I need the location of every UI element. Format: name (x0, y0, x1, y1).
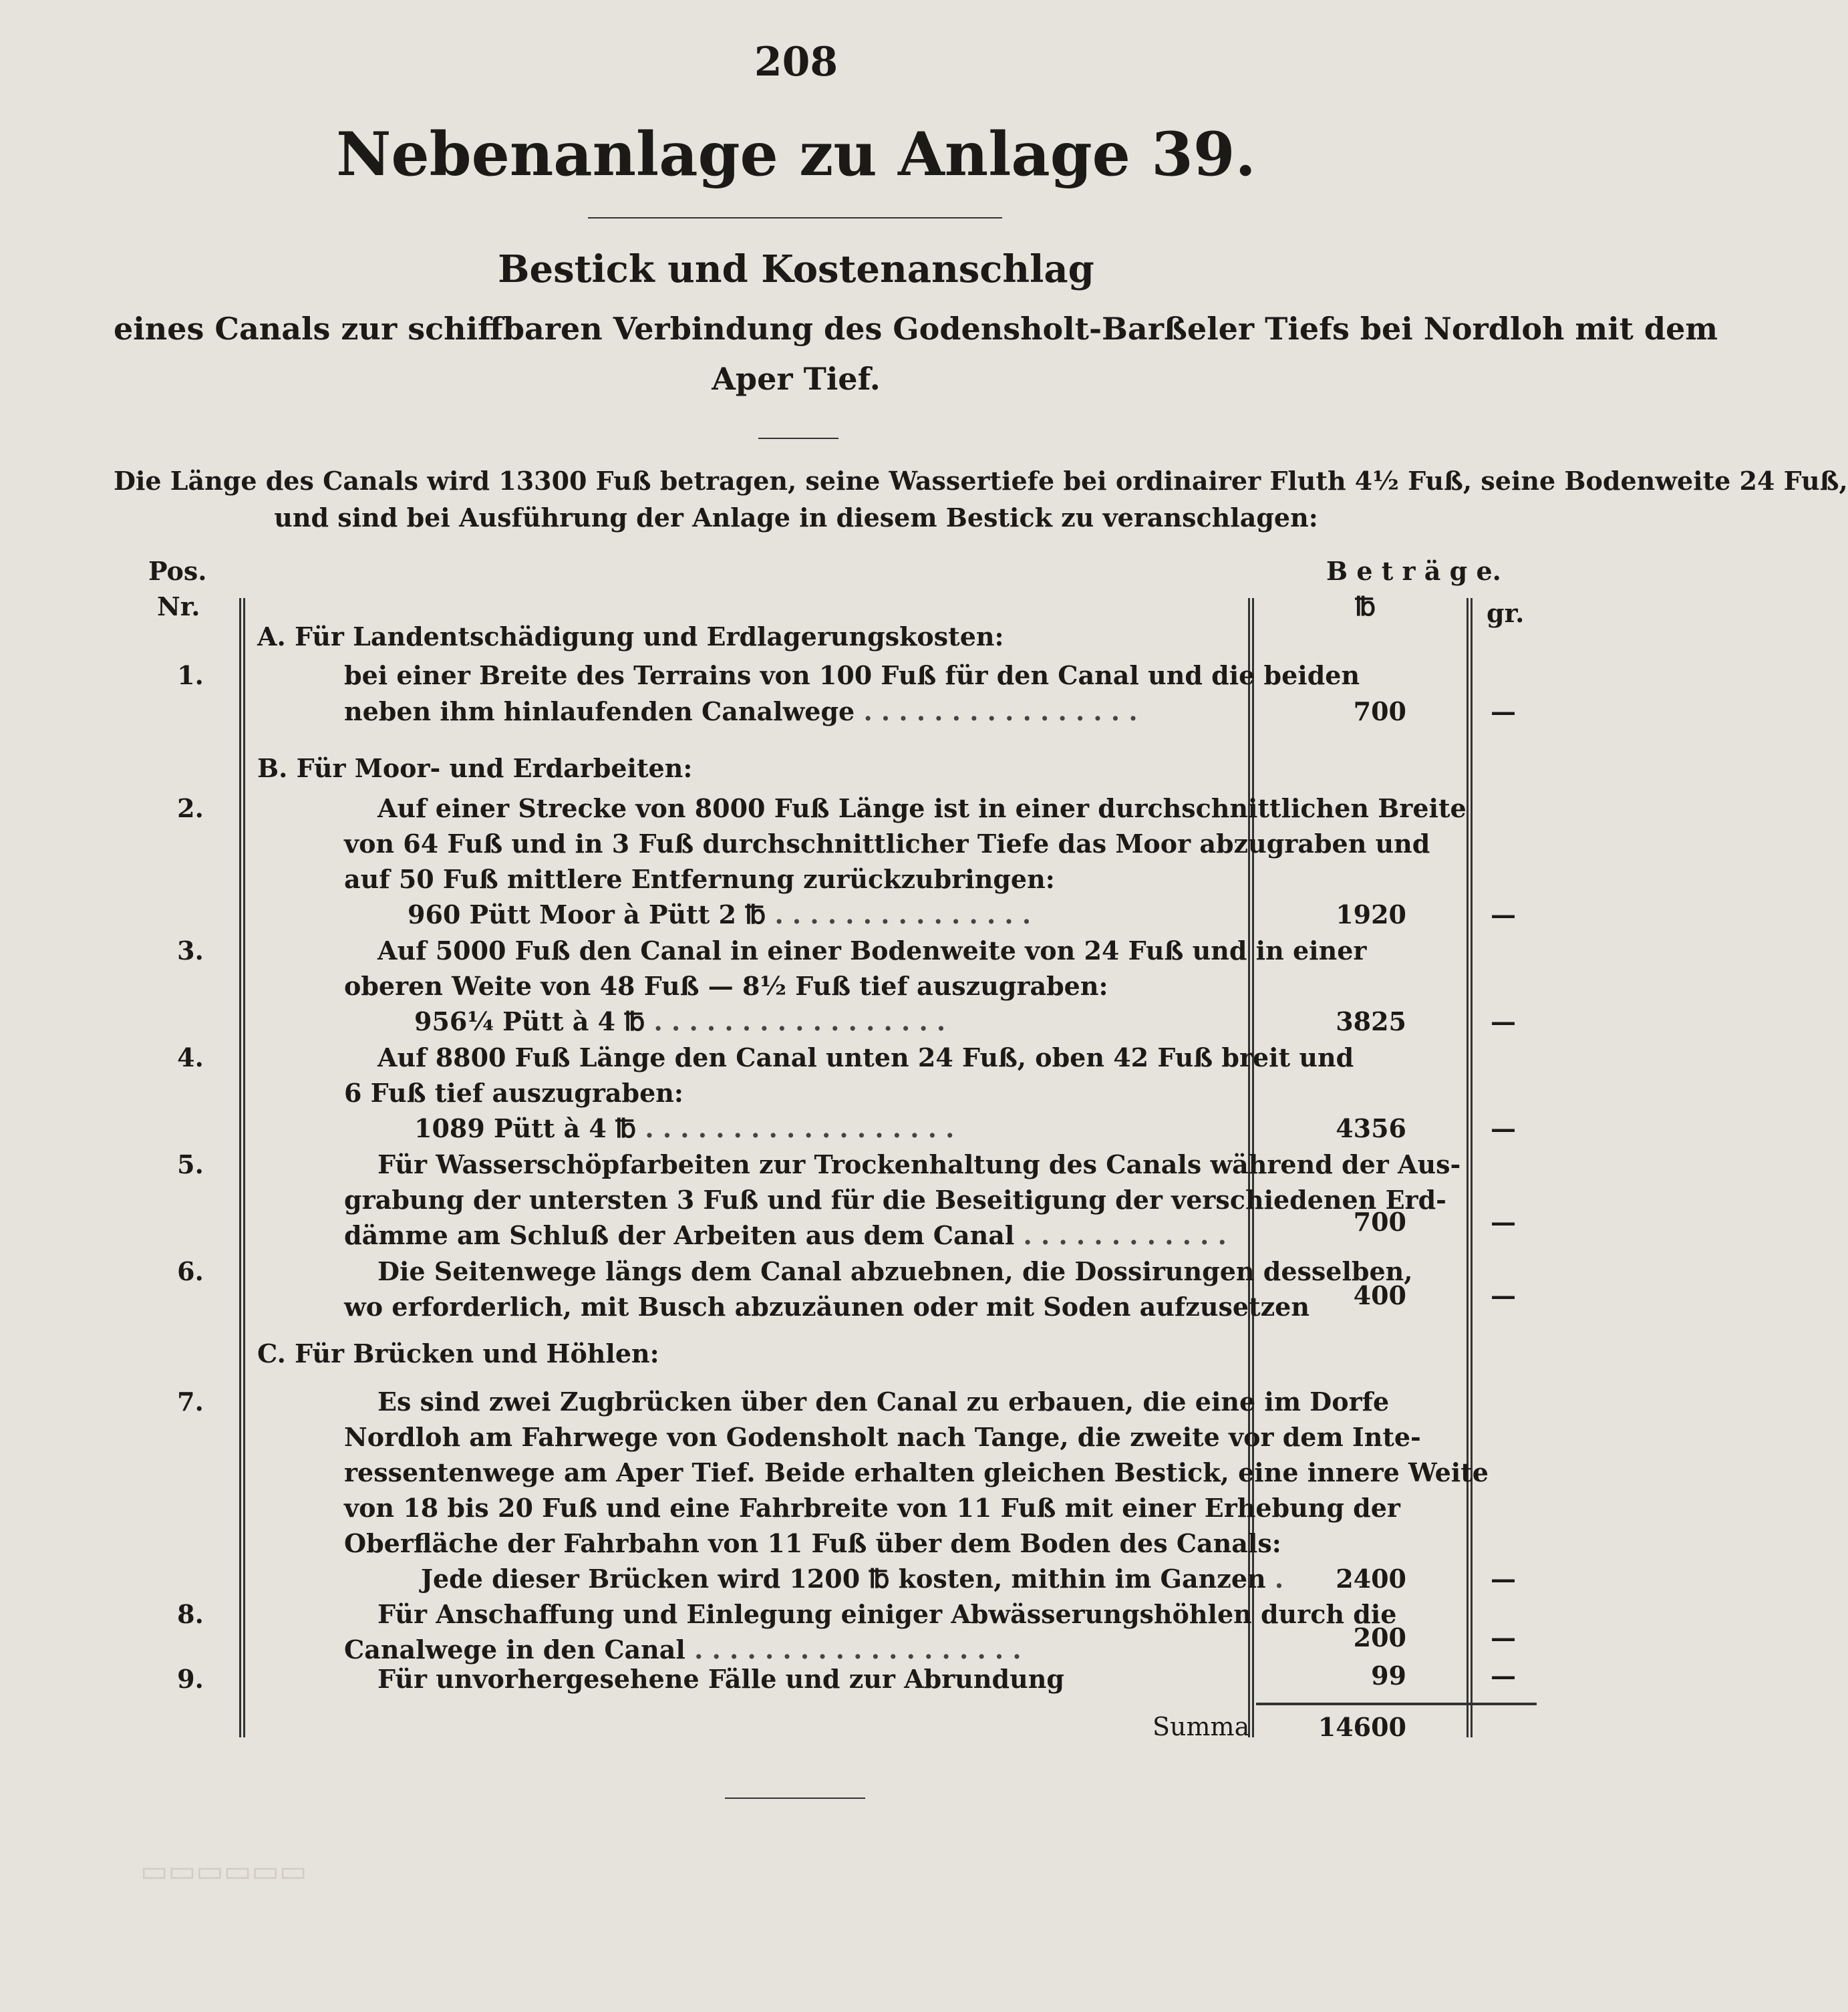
item-amount: 700 (1353, 696, 1406, 726)
page-title: Nebenanlage zu Anlage 39. (336, 119, 1256, 190)
item-calculation: Jede dieser Brücken wird 1200 ℔ kosten, mithin im Ganzen . (421, 1564, 1284, 1594)
item-text-line: oberen Weite von 48 Fuß — 8½ Fuß tief auszugraben: (344, 971, 1108, 1001)
item-gr-dash: — (1491, 899, 1516, 929)
item-text-line: Für Anschaffung und Einlegung einiger Abwässerungshöhlen durch die (377, 1599, 1397, 1629)
item-amount: 99 (1371, 1661, 1406, 1691)
unit-gr-header: gr. (1487, 598, 1525, 628)
item-amount: 4356 (1336, 1113, 1406, 1143)
item-gr-dash: — (1491, 1564, 1516, 1594)
item-amount: 1920 (1336, 899, 1406, 929)
item-text-line: dämme am Schluß der Arbeiten aus dem Canal . . . . . . . . . . . . (344, 1220, 1227, 1250)
item-number: 3. (177, 936, 204, 966)
column-rule-gr (1467, 598, 1469, 1737)
item-text-line: Für unvorhergesehene Fälle und zur Abrundung (377, 1664, 1064, 1694)
item-amount: 200 (1353, 1622, 1406, 1652)
summa-rule (1256, 1703, 1537, 1705)
item-number: 5. (177, 1149, 204, 1179)
page-number: 208 (754, 39, 838, 86)
item-text-line: Die Seitenwege längs dem Canal abzuebnen, die Dossirungen desselben, (377, 1256, 1413, 1286)
summa-amount: 14600 (1318, 1712, 1406, 1742)
item-text-line: Auf 5000 Fuß den Canal in einer Bodenweite von 24 Fuß und in einer (377, 936, 1367, 966)
section-b-heading: B. Für Moor- und Erdarbeiten: (257, 753, 693, 783)
stamp-mark: ▭▭▭▭▭▭ (140, 1854, 307, 1888)
summa-label: Summa (1152, 1712, 1250, 1741)
item-text-line: Für Wasserschöpfarbeiten zur Trockenhaltung des Canals während der Aus- (377, 1149, 1461, 1179)
column-rule-left (239, 598, 241, 1737)
item-text-line: bei einer Breite des Terrains von 100 Fuß für den Canal und die beiden (344, 660, 1360, 690)
item-number: 2. (177, 793, 204, 823)
title-rule (588, 217, 1002, 219)
document-subheading-line1: eines Canals zur schiffbaren Verbindung des Godensholt-Barßeler Tiefs bei Nordloh mit dem (114, 311, 1718, 347)
item-text-line: neben ihm hinlaufenden Canalwege . . . . . . . . . . . . . . . . (344, 696, 1138, 726)
item-amount: 700 (1353, 1207, 1406, 1237)
item-calculation: 956¼ Pütt à 4 ℔ . . . . . . . . . . . . . . . . . (414, 1006, 946, 1036)
item-text-line: von 18 bis 20 Fuß und eine Fahrbreite von 11 Fuß mit einer Erhebung der (344, 1493, 1400, 1523)
item-text-line: 6 Fuß tief auszugraben: (344, 1078, 683, 1108)
item-gr-dash: — (1491, 1113, 1516, 1143)
item-gr-dash: — (1491, 1207, 1516, 1237)
item-text-line: Nordloh am Fahrwege von Godensholt nach Tange, die zweite vor dem Inte- (344, 1422, 1421, 1452)
item-text-line: Es sind zwei Zugbrücken über den Canal zu erbauen, die eine im Dorfe (377, 1387, 1390, 1417)
item-gr-dash: — (1491, 1006, 1516, 1036)
betraege-header: B e t r ä g e. (1326, 556, 1501, 586)
item-text-line: wo erforderlich, mit Busch abzuzäunen oder mit Soden aufzusetzen (344, 1292, 1310, 1322)
intro-text-line1: Die Länge des Canals wird 13300 Fuß betragen, seine Wassertiefe bei ordinairer Fluth 4½ Fuß, seine Bodenweite 24 Fuß, (114, 466, 1848, 496)
document-heading: Bestick und Kostenanschlag (498, 247, 1094, 291)
item-gr-dash: — (1491, 1622, 1516, 1652)
item-number: 6. (177, 1256, 204, 1286)
closing-rule (725, 1798, 865, 1799)
item-calculation: 1089 Pütt à 4 ℔ . . . . . . . . . . . . . . . . . . (414, 1113, 955, 1143)
item-number: 9. (177, 1664, 204, 1694)
item-text-line: von 64 Fuß und in 3 Fuß durchschnittlicher Tiefe das Moor abzugraben und (344, 829, 1430, 859)
unit-rt-header: ℔ (1355, 591, 1376, 621)
heading-rule (758, 438, 838, 439)
item-calculation: 960 Pütt Moor à Pütt 2 ℔ . . . . . . . . . . . . . . . (408, 899, 1032, 929)
item-gr-dash: — (1491, 696, 1516, 726)
nr-header: Nr. (157, 591, 200, 621)
item-number: 4. (177, 1042, 204, 1072)
section-c-heading: C. Für Brücken und Höhlen: (257, 1338, 659, 1369)
item-text-line: Oberfläche der Fahrbahn von 11 Fuß über dem Boden des Canals: (344, 1528, 1281, 1558)
pos-header: Pos. (148, 556, 207, 586)
intro-text-line2: und sind bei Ausführung der Anlage in diesem Bestick zu veranschlagen: (274, 502, 1318, 533)
item-text-line: Canalwege in den Canal . . . . . . . . . . . . . . . . . . . (344, 1634, 1022, 1665)
item-gr-dash: — (1491, 1280, 1516, 1310)
item-amount: 3825 (1336, 1006, 1406, 1036)
column-rule-gr-inner (1471, 598, 1473, 1737)
item-amount: 400 (1353, 1280, 1406, 1310)
item-text-line: ressentenwege am Aper Tief. Beide erhalten gleichen Bestick, eine innere Weite (344, 1457, 1489, 1487)
item-gr-dash: — (1491, 1661, 1516, 1691)
item-text-line: auf 50 Fuß mittlere Entfernung zurückzubringen: (344, 864, 1055, 894)
document-subheading-line2: Aper Tief. (712, 361, 881, 397)
item-text-line: Auf 8800 Fuß Länge den Canal unten 24 Fuß, oben 42 Fuß breit und (377, 1042, 1354, 1072)
item-number: 8. (177, 1599, 204, 1629)
item-text-line: Auf einer Strecke von 8000 Fuß Länge ist in einer durchschnittlichen Breite (377, 793, 1467, 823)
column-rule-left-inner (243, 598, 245, 1737)
item-number: 1. (177, 660, 204, 690)
item-number: 7. (177, 1387, 204, 1417)
item-text-line: grabung der untersten 3 Fuß und für die Beseitigung der verschiedenen Erd- (344, 1185, 1446, 1215)
item-amount: 2400 (1336, 1564, 1406, 1594)
section-a-heading: A. Für Landentschädigung und Erdlagerungskosten: (257, 621, 1004, 652)
